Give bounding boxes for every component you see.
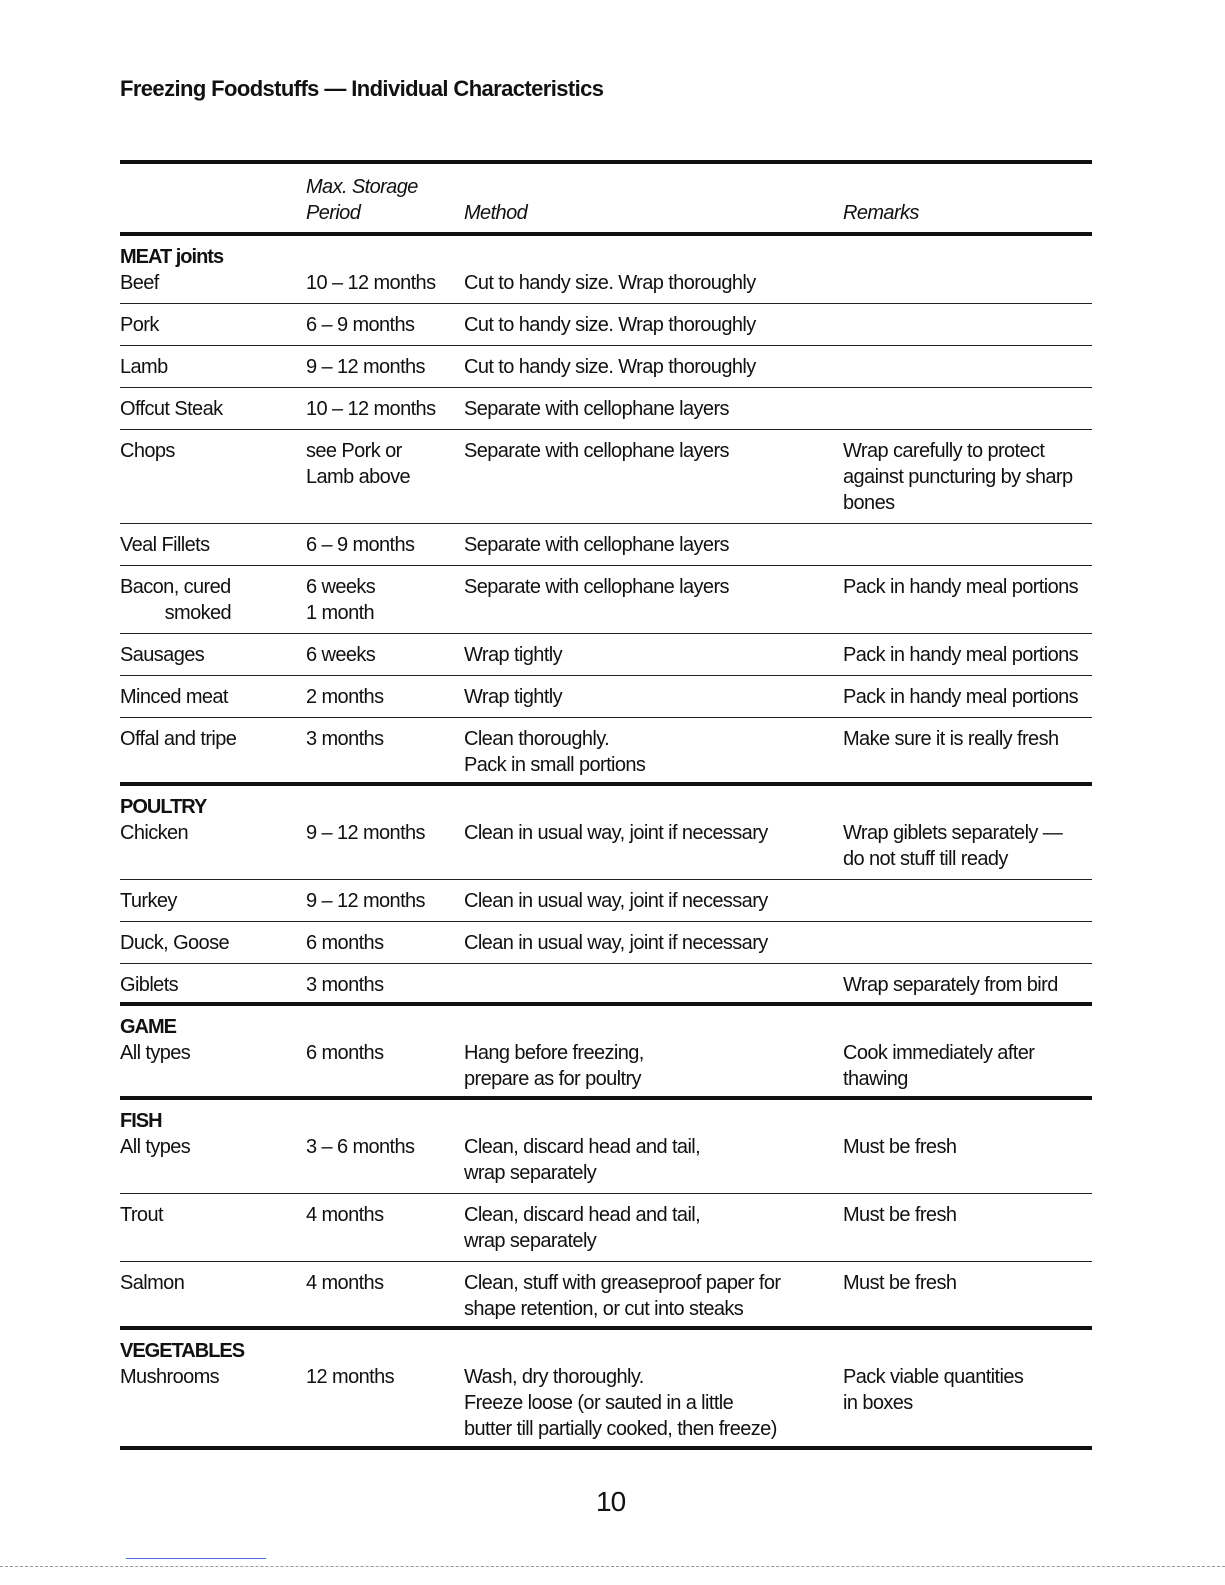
table-row — [120, 388, 1092, 430]
table-row — [120, 236, 1092, 304]
header-method: Method — [464, 202, 528, 224]
food-name: Offcut Steak — [120, 398, 223, 420]
food-name: Salmon — [120, 1272, 185, 1294]
storage-period: 6 months — [306, 1042, 384, 1064]
storage-period: 6 weeks 1 month — [306, 576, 376, 624]
method: Clean in usual way, joint if necessary — [464, 932, 768, 954]
page-title: Freezing Foodstuffs — Individual Characteristics — [120, 76, 604, 101]
method: Clean thoroughly. Pack in small portions — [464, 728, 646, 776]
table-header — [120, 164, 1092, 236]
food-name: Giblets — [120, 974, 179, 996]
food-name: Turkey — [120, 890, 177, 912]
food-name: Mushrooms — [120, 1366, 220, 1388]
scan-mark — [126, 1558, 266, 1559]
table-row — [120, 1100, 1092, 1194]
method: Clean in usual way, joint if necessary — [464, 822, 768, 844]
table-row — [120, 922, 1092, 964]
storage-period: 9 – 12 months — [306, 356, 425, 378]
remarks: Pack in handy meal portions — [843, 576, 1079, 598]
food-name: Pork — [120, 314, 159, 336]
food-name: Chops — [120, 440, 175, 462]
remarks: Wrap carefully to protect against puncturing by sharp bones — [843, 440, 1073, 514]
food-name: Sausages — [120, 644, 205, 666]
storage-period: 10 – 12 months — [306, 398, 436, 420]
table-row — [120, 786, 1092, 880]
remarks: Pack in handy meal portions — [843, 686, 1079, 708]
page-number: 10 — [596, 1486, 626, 1517]
method: Wrap tightly — [464, 686, 563, 708]
section-heading: MEAT joints — [120, 246, 224, 268]
method: Wrap tightly — [464, 644, 563, 666]
remarks: Cook immediately after thawing — [843, 1042, 1035, 1090]
table-row — [120, 634, 1092, 676]
remarks: Must be fresh — [843, 1272, 957, 1294]
method: Cut to handy size. Wrap thoroughly — [464, 356, 756, 378]
food-name: Beef — [120, 272, 159, 294]
method: Clean, stuff with greaseproof paper for shape retention, or cut into steaks — [464, 1272, 781, 1320]
food-name: Lamb — [120, 356, 168, 378]
method: Wash, dry thoroughly. Freeze loose (or sauted in a little butter till partially cooked, then freeze) — [464, 1366, 777, 1440]
storage-period: 9 – 12 months — [306, 890, 425, 912]
section-heading: POULTRY — [120, 796, 207, 818]
storage-period: 4 months — [306, 1204, 384, 1226]
storage-period: 6 – 9 months — [306, 314, 415, 336]
freezing-table — [120, 160, 1092, 1450]
storage-period: 6 – 9 months — [306, 534, 415, 556]
food-name: Trout — [120, 1204, 163, 1226]
storage-period: 9 – 12 months — [306, 822, 425, 844]
storage-period: 3 months — [306, 728, 384, 750]
table-row — [120, 964, 1092, 1006]
table-row — [120, 1194, 1092, 1262]
food-name: Duck, Goose — [120, 932, 230, 954]
method: Separate with cellophane layers — [464, 576, 729, 598]
method: Separate with cellophane layers — [464, 440, 729, 462]
storage-period: 6 months — [306, 932, 384, 954]
method: Separate with cellophane layers — [464, 534, 729, 556]
section-heading: GAME — [120, 1016, 176, 1038]
method: Cut to handy size. Wrap thoroughly — [464, 272, 756, 294]
section-heading: VEGETABLES — [120, 1340, 245, 1362]
food-name: All types — [120, 1136, 191, 1158]
storage-period: 10 – 12 months — [306, 272, 436, 294]
header-remarks: Remarks — [843, 202, 919, 224]
storage-period: 2 months — [306, 686, 384, 708]
table-row — [120, 524, 1092, 566]
table-row — [120, 430, 1092, 524]
remarks: Must be fresh — [843, 1204, 957, 1226]
table-row — [120, 718, 1092, 786]
table-row — [120, 566, 1092, 634]
storage-period: 12 months — [306, 1366, 394, 1388]
storage-period: see Pork or Lamb above — [306, 440, 411, 488]
remarks: Pack viable quantities in boxes — [843, 1366, 1024, 1414]
method: Clean in usual way, joint if necessary — [464, 890, 768, 912]
remarks: Pack in handy meal portions — [843, 644, 1079, 666]
table-row — [120, 1006, 1092, 1100]
table-row — [120, 346, 1092, 388]
storage-period: 4 months — [306, 1272, 384, 1294]
food-name: Veal Fillets — [120, 534, 210, 556]
food-name: Offal and tripe — [120, 728, 237, 750]
food-name: All types — [120, 1042, 191, 1064]
table-row — [120, 1330, 1092, 1450]
food-name: Chicken — [120, 822, 189, 844]
table-row — [120, 304, 1092, 346]
section-heading: FISH — [120, 1110, 162, 1132]
food-name: Minced meat — [120, 686, 228, 708]
table-row — [120, 880, 1092, 922]
method: Separate with cellophane layers — [464, 398, 729, 420]
storage-period: 3 months — [306, 974, 384, 996]
remarks: Make sure it is really fresh — [843, 728, 1059, 750]
food-name: Bacon, cured smoked — [120, 576, 232, 624]
table-row — [120, 676, 1092, 718]
method: Hang before freezing, prepare as for poultry — [464, 1042, 644, 1090]
storage-period: 6 weeks — [306, 644, 376, 666]
header-period: Max. Storage Period — [306, 176, 418, 224]
method: Clean, discard head and tail, wrap separately — [464, 1204, 701, 1252]
remarks: Must be fresh — [843, 1136, 957, 1158]
page-edge — [0, 1566, 1225, 1567]
table-row — [120, 1262, 1092, 1330]
remarks: Wrap separately from bird — [843, 974, 1058, 996]
method: Cut to handy size. Wrap thoroughly — [464, 314, 756, 336]
storage-period: 3 – 6 months — [306, 1136, 415, 1158]
remarks: Wrap giblets separately — do not stuff till ready — [843, 822, 1063, 870]
method: Clean, discard head and tail, wrap separately — [464, 1136, 701, 1184]
